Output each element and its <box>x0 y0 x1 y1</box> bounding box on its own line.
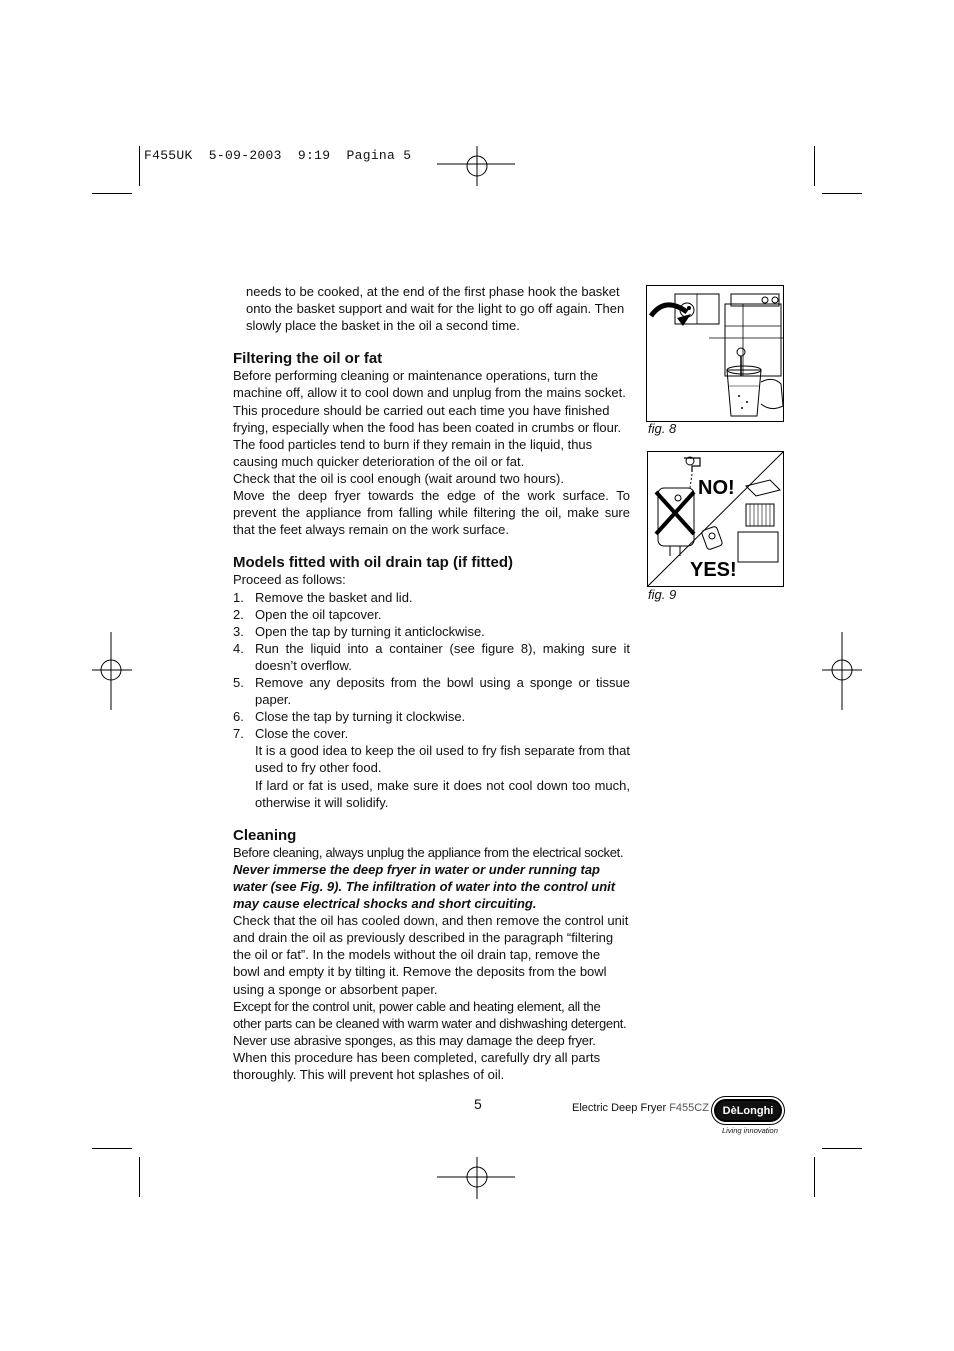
crop-mark <box>822 193 862 194</box>
crop-mark <box>139 146 140 186</box>
list-item: 3. Open the tap by turning it anticlockwise. <box>233 623 485 639</box>
cleaning-paragraph-5: When this procedure has been completed, carefully dry all parts thoroughly. This will prevent hot splashes of oil. <box>233 1049 601 1083</box>
brand-tagline: Living innovation <box>722 1126 778 1135</box>
footer-model: F455CZ <box>669 1102 709 1114</box>
list-item: 6. Close the tap by turning it clockwise. <box>233 709 466 725</box>
drain-tap-steps <box>233 589 630 811</box>
drain-tap-note-2: If lard or fat is used, make sure it does not cool down too much, otherwise it will solidify. <box>255 777 630 810</box>
cleaning-warning: Never immerse the deep fryer in water or under running tap water (see Fig. 9). The infiltration of water into the control unit may cause electrical shocks and short circuiting. <box>233 861 616 912</box>
cleaning-heading: Cleaning <box>233 826 297 844</box>
list-item: 7. Close the cover. It is a good idea to keep the oil used to fry fish separate from that used to fry other food. If lard or fat is used, make sure it does not cool down too much, otherwise it will solidify. <box>233 726 630 810</box>
list-item: 4. Run the liquid into a container (see figure 8), making sure it doesn’t overflow. <box>233 640 630 673</box>
figure-9-caption: fig. 9 <box>648 587 677 602</box>
crop-mark <box>814 1157 815 1197</box>
crop-mark <box>814 146 815 186</box>
filtering-paragraph-3: Move the deep fryer towards the edge of the work surface. To prevent the appliance from falling while filtering the oil, make sure that the feet always remain on the work surface. <box>233 488 630 538</box>
figure-8 <box>646 285 784 422</box>
intro-paragraph: needs to be cooked, at the end of the first phase hook the basket onto the basket support and wait for the light to go off again. Then slowly place the basket in the oil a second time. <box>246 284 625 334</box>
crop-mark <box>92 193 132 194</box>
registration-mark-top <box>437 146 517 188</box>
print-slug: F455UK 5-09-2003 9:19 Pagina 5 <box>144 148 412 163</box>
filtering-heading: Filtering the oil or fat <box>233 350 383 368</box>
crop-mark <box>139 1157 140 1197</box>
registration-mark-right <box>822 632 862 710</box>
list-item: 2. Open the oil tapcover. <box>233 606 382 622</box>
drain-tap-intro: Proceed as follows: <box>233 572 346 588</box>
cleaning-paragraph-3: Except for the control unit, power cable and heating element, all the other parts can be cleaned with warm water and dishwashing detergent. <box>233 998 627 1031</box>
page-number: 5 <box>474 1096 482 1112</box>
main-column <box>233 283 630 1083</box>
brand-name: DèLonghi <box>722 1104 774 1117</box>
drain-tap-note-1: It is a good idea to keep the oil used to fry fish separate from that used to fry other food. <box>255 743 630 776</box>
registration-mark-left <box>92 632 132 710</box>
figure-9 <box>647 451 784 587</box>
oil-draining-illustration <box>647 286 783 421</box>
cleaning-paragraph-1: Before cleaning, always unplug the appliance from the electrical socket. <box>233 844 624 860</box>
cleaning-paragraph-2: Check that the oil has cooled down, and then remove the control unit and drain the oil as previously described in the paragraph “filtering the oil or fat”. In the models without the oil drain tap, remove the bowl and empty it by tilting it. Remove the deposits from the bowl using a sponge or absorbent paper. <box>233 913 629 997</box>
figure-9-no-label: NO! <box>698 477 735 499</box>
crop-mark <box>822 1148 862 1149</box>
registration-mark-bottom <box>437 1157 517 1199</box>
cleaning-paragraph-4: Never use abrasive sponges, as this may damage the deep fryer. <box>233 1032 596 1048</box>
list-item: 5. Remove any deposits from the bowl using a sponge or tissue paper. <box>233 674 630 708</box>
filtering-paragraph-1: Before performing cleaning or maintenance operations, turn the machine off, allow it to cool down and unplug from the mains socket. This procedure should be carried out each time you have finished frying, especially when the food has been coated in crumbs or flour. The food particles tend to burn if they remain in the liquid, thus causing much quicker deterioration of the oil or fat. <box>233 368 626 469</box>
footer-product-name: Electric Deep Fryer <box>572 1102 667 1114</box>
list-item: 1. Remove the basket and lid. <box>233 589 413 605</box>
no-immersion-illustration <box>648 452 783 586</box>
figure-9-yes-label: YES! <box>690 559 737 581</box>
figure-8-caption: fig. 8 <box>648 421 677 436</box>
filtering-paragraph-2: Check that the oil is cool enough (wait around two hours). <box>233 470 564 486</box>
crop-mark <box>92 1148 132 1149</box>
brand-logo <box>714 1099 782 1122</box>
footer-product <box>572 1102 709 1114</box>
drain-tap-heading: Models fitted with oil drain tap (if fitted) <box>233 554 513 572</box>
